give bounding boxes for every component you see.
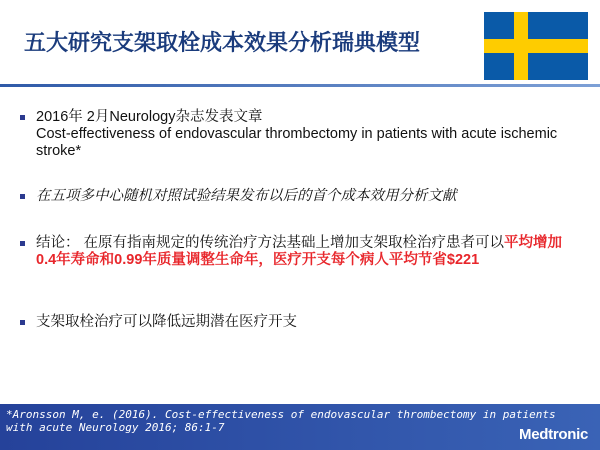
medtronic-logo: Medtronic (519, 426, 588, 443)
conclusion-text: 结论： 在原有指南规定的传统治疗方法基础上增加支架取栓治疗患者可以 (36, 235, 505, 251)
bullet-publication-line2: Cost-effectiveness of endovascular thrombectomy in patients with acute ischemic stroke* (36, 126, 558, 159)
bullet-item-cost-reduction (20, 314, 580, 331)
bullet-item-first-analysis (20, 188, 580, 205)
bullet-item-publication (20, 109, 580, 160)
bullet-publication-line1: 2016年 2月Neurology杂志发表文章 (36, 109, 263, 125)
conclusion-highlight: 平均增加0.4年寿命和0.99年质量调整生命年，医疗开支每个病人平均节省$221 (36, 235, 563, 268)
square-bullet-icon (20, 194, 25, 199)
title-divider (0, 84, 600, 87)
reference-citation: *Aronsson M, e. (2016). Cost-effectiveness of endovascular thrombectomy in patients with acute Neurology 2016; 86:1-7 (6, 408, 556, 434)
slide-title: 五大研究支架取栓成本效果分析瑞典模型 (24, 31, 421, 56)
square-bullet-icon (20, 241, 25, 246)
sweden-flag-icon (484, 12, 588, 80)
square-bullet-icon (20, 320, 25, 325)
bullet-cost-reduction-text: 支架取栓治疗可以降低远期潜在医疗开支 (36, 314, 297, 330)
bullet-item-conclusion (20, 235, 580, 269)
square-bullet-icon (20, 115, 25, 120)
bullet-first-analysis-text: 在五项多中心随机对照试验结果发布以后的首个成本效用分析文献 (36, 188, 457, 204)
